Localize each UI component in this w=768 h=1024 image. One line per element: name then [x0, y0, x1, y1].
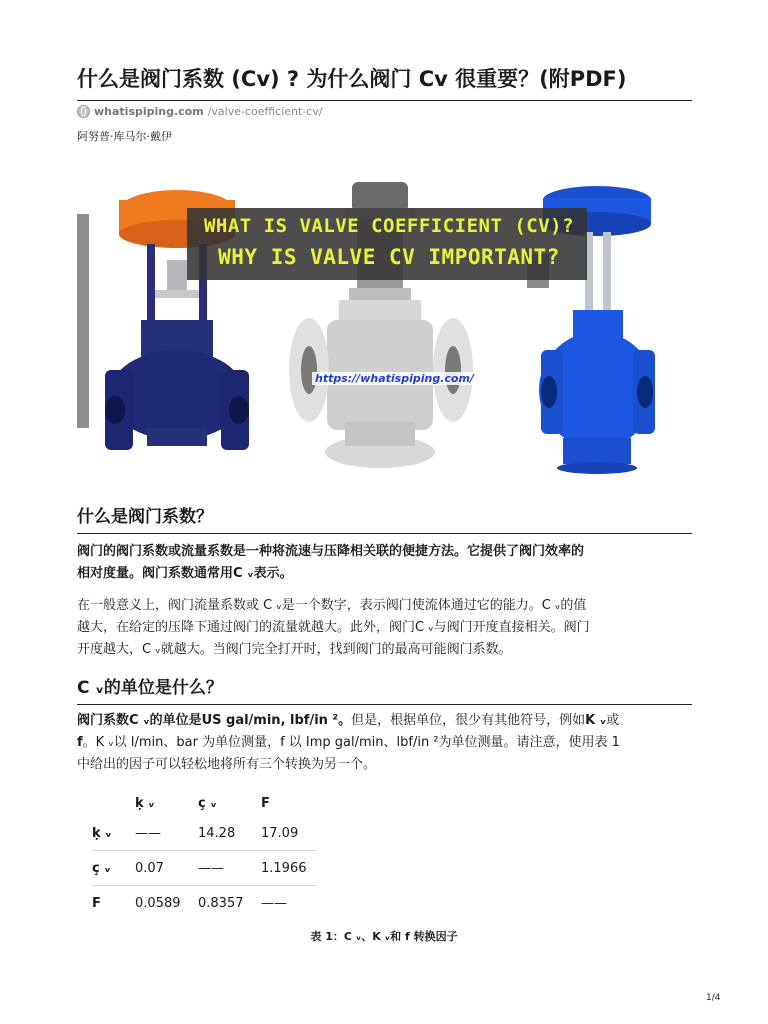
section-divider	[77, 533, 692, 534]
section-divider	[77, 704, 692, 705]
source-path[interactable]: /valve-coefficient-cv/	[207, 105, 323, 118]
f-symbol: f	[77, 735, 83, 750]
hero-headline-2: WHY IS VALVE CV IMPORTANT?	[218, 245, 560, 269]
units-paragraph	[77, 710, 692, 776]
table-cell: 1.1966	[261, 851, 317, 886]
source-line	[77, 105, 323, 118]
text-line: 开度越大，C ᵥ就越大。当阀门完全打开时，找到阀门的最高可能阀门系数。	[77, 642, 512, 657]
table-header-row	[92, 790, 317, 816]
table-cell: ——	[261, 895, 287, 911]
row-label: ķ ᵥ	[92, 816, 135, 851]
table-cell: 0.8357	[198, 895, 244, 911]
globe-icon	[77, 105, 90, 118]
source-domain[interactable]: whatispiping.com	[94, 105, 204, 118]
row-label: ç ᵥ	[92, 851, 135, 886]
table-cell: 0.07	[135, 851, 198, 886]
section-heading-cv-units: C ᵥ的单位是什么？	[77, 678, 223, 698]
table-cell: ——	[135, 816, 198, 851]
table-row	[92, 851, 317, 886]
author: 阿努普·库马尔·戴伊	[77, 130, 172, 143]
kv-symbol: K ᵥ	[585, 713, 607, 728]
units-bold-text: 阀门系数C ᵥ的单位是US gal/min, lbf/in ²。	[77, 713, 352, 728]
hero-url: https://whatispiping.com/	[312, 372, 477, 385]
table-cell: ——	[198, 851, 261, 886]
text-line: 相对度量。阀门系数通常用C ᵥ表示。	[77, 566, 293, 581]
intro-bold-paragraph	[77, 541, 692, 585]
table-cell: 14.28	[198, 816, 261, 851]
text-line	[77, 710, 692, 732]
units-text: 或	[606, 713, 620, 728]
table-cell: 17.09	[261, 816, 317, 851]
hero-side-bar	[77, 214, 89, 428]
text-line: 越大，在给定的压降下通过阀门的流量就越大。此外，阀门C ᵥ与阀门开度直接相关。阀门	[77, 620, 590, 635]
hero-image	[77, 170, 693, 482]
text-line: 在一般意义上，阀门流量系数或 C ᵥ是一个数字，表示阀门使流体通过它的能力。C ᵥ的值	[77, 598, 587, 613]
conversion-table	[92, 790, 317, 920]
page-number: 1/4	[706, 993, 721, 1003]
section-heading-what-is-cv: 什么是阀门系数？	[77, 507, 213, 527]
row-label: F	[92, 895, 101, 911]
header-cell: ķ ᵥ	[135, 795, 155, 811]
table-row	[92, 886, 317, 921]
text-line	[77, 732, 692, 754]
header-cell: ç ᵥ	[198, 795, 217, 811]
hero-headline-1: WHAT IS VALVE COEFFICIENT (CV)?	[203, 215, 575, 237]
units-text: 。K ᵥ以 l/min、bar 为单位测量，f 以 Imp gal/min、lbf/in ²为单位测量。请注意，使用表 1	[82, 735, 620, 750]
units-text: 但是，根据单位，很少有其他符号，例如	[351, 713, 586, 728]
text-line: 中给出的因子可以轻松地将所有三个转换为另一个。	[77, 757, 377, 772]
title-divider	[77, 100, 692, 101]
body-paragraph	[77, 595, 692, 661]
header-cell: F	[261, 795, 270, 811]
table-caption: 表 1：C ᵥ、K ᵥ和 f 转换因子	[310, 930, 458, 943]
page-title: 什么是阀门系数 (Cv) ? 为什么阀门 Cv 很重要？(附PDF)	[77, 67, 627, 91]
header-cell	[92, 790, 135, 816]
table-row	[92, 816, 317, 851]
table-cell: 0.0589	[135, 895, 181, 911]
text-line: 阀门的阀门系数或流量系数是一种将流速与压降相关联的便捷方法。它提供了阀门效率的	[77, 544, 585, 559]
